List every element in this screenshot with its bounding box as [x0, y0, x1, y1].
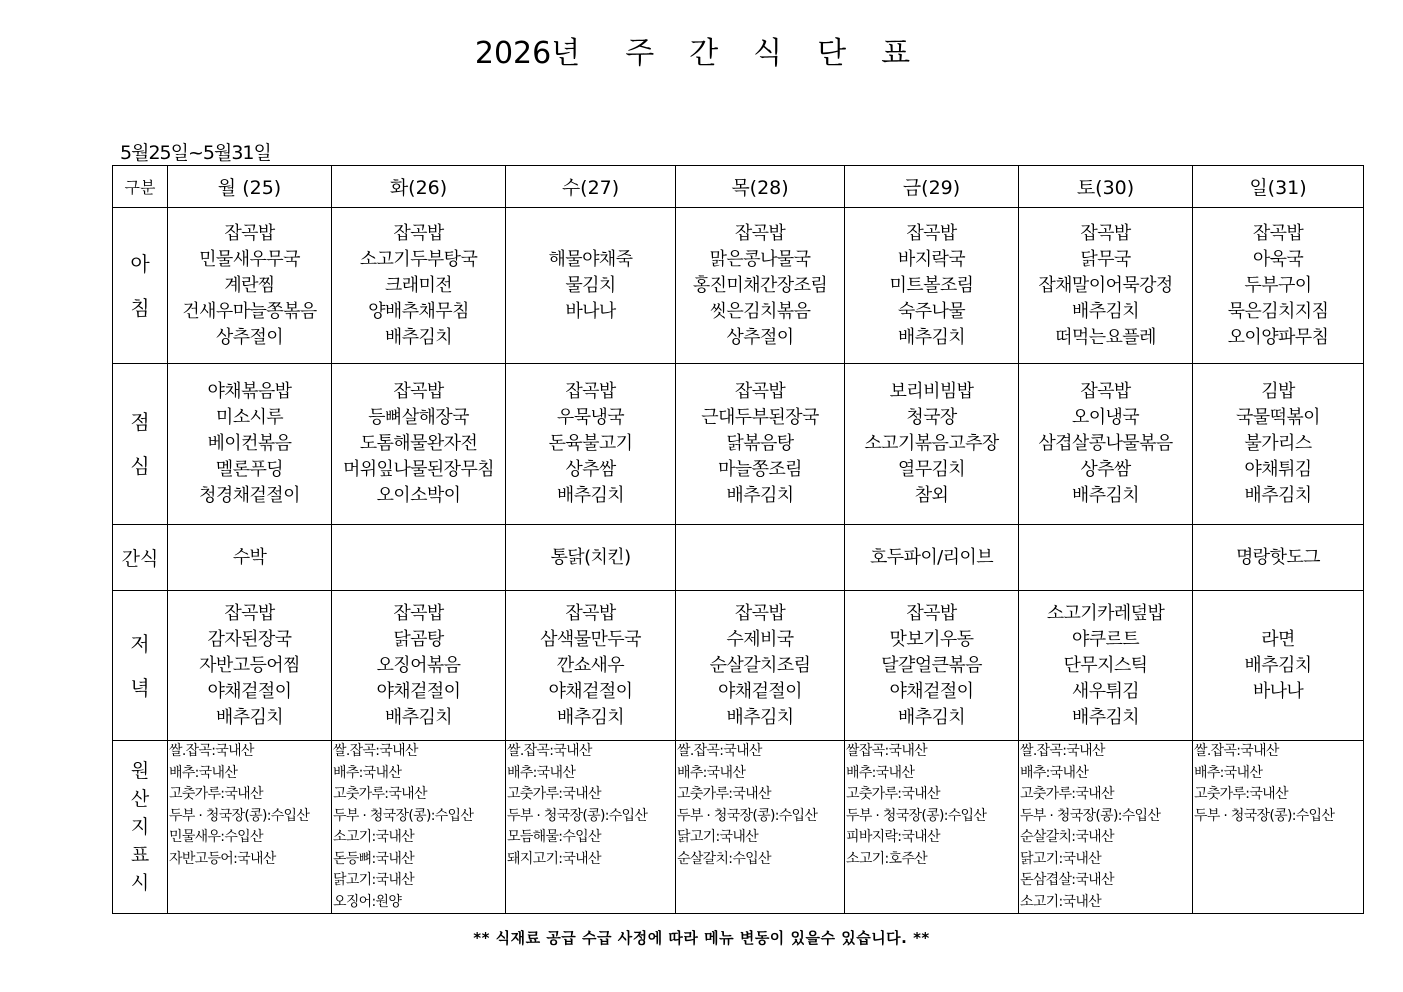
menu-item: 열무김치 [897, 459, 966, 480]
origin-item: 자반고등어:국내산 [169, 850, 276, 867]
menu-item: 물김치 [565, 274, 616, 296]
menu-item: 청국장 [906, 407, 957, 428]
origin-item: 돈등뼈:국내산 [333, 850, 414, 867]
origin-item: 고춧가루:국내산 [333, 786, 427, 802]
origin-item: 소고기:호주산 [846, 850, 927, 867]
menu-item: 잡곡밥 [565, 602, 616, 624]
breakfast-cell-sun [1193, 208, 1364, 364]
title-char: 단 [817, 36, 848, 71]
menu-item: 국물떡볶이 [1236, 407, 1320, 428]
menu-item: 잡곡밥 [1080, 222, 1131, 244]
menu-item: 우묵냉국 [556, 407, 625, 428]
menu-item: 오이소박이 [376, 485, 461, 506]
menu-item: 소고기볶음고추장 [864, 433, 999, 454]
origin-item: 닭고기:국내산 [677, 829, 758, 845]
menu-item: 아욱국 [1252, 248, 1304, 270]
menu-item: 잡채말이어묵강정 [1038, 274, 1173, 296]
menu-item: 김밥 [1261, 381, 1295, 402]
menu-item: 해물야채죽 [548, 248, 633, 270]
page-title [0, 28, 1403, 72]
title-year: 2026년 [474, 36, 581, 71]
origin-item: 피바지락:국내산 [846, 829, 940, 845]
origin-item: 고춧가루:국내산 [1194, 786, 1288, 802]
menu-item: 미소시루 [215, 407, 284, 428]
menu-item: 오이냉국 [1071, 407, 1140, 428]
date-range: 5월25일~5월31일 [120, 142, 271, 164]
menu-item: 베이컨볶음 [207, 433, 292, 454]
header-day-thu: 목(28) [676, 166, 845, 208]
menu-item: 보리비빔밥 [889, 381, 974, 402]
title-char: 표 [881, 36, 912, 71]
origin-item: 닭고기:국내산 [1020, 850, 1101, 867]
origin-item: 배추:국내산 [677, 764, 746, 781]
dinner-cell-wed [506, 591, 676, 741]
menu-item: 배추김치 [1071, 300, 1140, 322]
weekly-menu-table [112, 165, 1364, 914]
menu-item: 마늘쫑조림 [718, 459, 802, 480]
menu-item: 배추김치 [897, 706, 966, 728]
menu-item: 잡곡밥 [224, 602, 275, 624]
menu-item: 삼겹살콩나물볶음 [1038, 433, 1173, 454]
menu-item: 배추김치 [556, 706, 625, 728]
header-day-fri: 금(29) [845, 166, 1019, 208]
snack-cell-sat [1019, 525, 1193, 591]
title-char: 간 [689, 36, 720, 71]
menu-item: 잡곡밥 [906, 602, 957, 624]
menu-item: 묵은김치지짐 [1227, 300, 1329, 322]
origin-cell-mon [168, 741, 332, 914]
origin-item: 쌀잡곡:국내산 [846, 743, 927, 759]
snack-row [113, 525, 1364, 591]
origin-row [113, 741, 1364, 914]
breakfast-cell-fri [845, 208, 1019, 364]
menu-item: 야쿠르트 [1071, 628, 1140, 650]
origin-item: 두부 · 청국장(콩):수입산 [169, 807, 310, 824]
lunch-cell-mon [168, 364, 332, 525]
menu-item: 두부구이 [1244, 274, 1312, 296]
dinner-label: 저 녁 [113, 591, 168, 741]
header-day-wed: 수(27) [506, 166, 676, 208]
breakfast-cell-wed [506, 208, 676, 364]
snack-cell-mon: 수박 [168, 525, 332, 591]
menu-item: 잡곡밥 [734, 222, 786, 244]
snack-cell-thu [676, 525, 845, 591]
origin-cell-fri [845, 741, 1019, 914]
lunch-cell-sun [1193, 364, 1364, 525]
origin-cell-sat [1019, 741, 1193, 914]
origin-item: 닭고기:국내산 [333, 872, 414, 888]
menu-item: 닭무국 [1080, 248, 1131, 270]
lunch-cell-sat [1019, 364, 1193, 525]
snack-cell-wed: 통닭(치킨) [506, 525, 676, 591]
menu-item: 새우튀김 [1071, 680, 1140, 702]
lunch-label: 점 심 [113, 364, 168, 525]
origin-item: 순살갈치:수입산 [677, 850, 771, 867]
menu-item: 바나나 [1252, 680, 1304, 702]
menu-item: 오이양파무침 [1227, 326, 1329, 348]
dinner-cell-mon [168, 591, 332, 741]
breakfast-row [113, 208, 1364, 364]
menu-item: 깐쇼새우 [556, 654, 625, 676]
menu-item: 라면 [1261, 628, 1295, 650]
header-category: 구분 [113, 166, 168, 208]
menu-item: 홍진미채간장조림 [692, 274, 828, 296]
origin-item: 고춧가루:국내산 [507, 786, 601, 802]
menu-item: 단무지스틱 [1063, 654, 1148, 676]
menu-item: 머위잎나물된장무침 [342, 459, 495, 480]
menu-item: 맛보기우동 [889, 628, 974, 650]
menu-item: 닭볶음탕 [726, 433, 794, 454]
dinner-cell-sun [1193, 591, 1364, 741]
menu-item: 잡곡밥 [393, 222, 444, 244]
snack-label: 간식 [113, 525, 168, 591]
origin-item: 쌀.잡곡:국내산 [507, 743, 592, 759]
snack-cell-fri: 호두파이/리이브 [845, 525, 1019, 591]
header-day-tue: 화(26) [332, 166, 506, 208]
dinner-row [113, 591, 1364, 741]
menu-item: 숙주나물 [897, 300, 966, 322]
breakfast-cell-tue [332, 208, 506, 364]
menu-item: 배추김치 [1071, 706, 1140, 728]
menu-item: 바나나 [565, 300, 616, 322]
menu-item: 상추절이 [726, 326, 794, 348]
menu-item: 크래미전 [384, 274, 453, 296]
menu-item: 멜론푸딩 [215, 459, 284, 480]
menu-item: 참외 [914, 485, 949, 506]
lunch-cell-thu [676, 364, 845, 525]
menu-item: 상추쌈 [1080, 459, 1131, 480]
origin-item: 쌀.잡곡:국내산 [1194, 743, 1279, 759]
menu-item: 잡곡밥 [1080, 381, 1131, 402]
breakfast-cell-thu [676, 208, 845, 364]
menu-item: 계란찜 [224, 274, 275, 296]
origin-cell-wed [506, 741, 676, 914]
origin-cell-sun [1193, 741, 1364, 914]
origin-label: 원 산 지 표 시 [113, 741, 168, 914]
origin-cell-tue [332, 741, 506, 914]
origin-item: 두부 · 청국장(콩):수입산 [1194, 807, 1335, 824]
menu-item: 잡곡밥 [906, 222, 957, 244]
menu-item: 양배추채무침 [368, 300, 469, 322]
menu-item: 떠먹는요플레 [1055, 326, 1156, 348]
menu-item: 잡곡밥 [565, 381, 616, 402]
menu-item: 야채겉절이 [376, 680, 461, 702]
origin-item: 고춧가루:국내산 [846, 786, 940, 802]
menu-item: 배추김치 [384, 706, 453, 728]
menu-item: 순살갈치조림 [709, 654, 811, 676]
menu-item: 닭곰탕 [393, 628, 444, 650]
origin-item: 배추:국내산 [333, 764, 402, 781]
origin-item: 배추:국내산 [507, 764, 576, 781]
origin-item: 돈삼겹살:국내산 [1020, 872, 1114, 888]
menu-item: 배추김치 [556, 485, 625, 506]
snack-cell-sun: 명랑핫도그 [1193, 525, 1364, 591]
menu-item: 배추김치 [215, 706, 284, 728]
menu-item: 잡곡밥 [734, 602, 786, 624]
menu-item: 야채겉절이 [207, 680, 292, 702]
menu-item: 잡곡밥 [393, 381, 444, 402]
origin-item: 소고기:국내산 [333, 829, 414, 845]
menu-item: 소고기두부탕국 [359, 248, 478, 270]
origin-item: 쌀.잡곡:국내산 [169, 743, 254, 759]
menu-item: 야채겉절이 [548, 680, 633, 702]
origin-item: 두부 · 청국장(콩):수입산 [1020, 807, 1161, 824]
menu-item: 등뼈살해장국 [368, 407, 469, 428]
menu-item: 배추김치 [1244, 654, 1312, 676]
origin-item: 쌀.잡곡:국내산 [333, 743, 418, 759]
dinner-cell-sat [1019, 591, 1193, 741]
dinner-cell-tue [332, 591, 506, 741]
menu-item: 수제비국 [726, 628, 794, 650]
menu-item: 야채튀김 [1244, 459, 1312, 480]
menu-item: 배추김치 [1071, 485, 1140, 506]
title-char: 주 [625, 36, 656, 71]
origin-cell-thu [676, 741, 845, 914]
snack-cell-tue [332, 525, 506, 591]
menu-item: 야채겉절이 [718, 680, 802, 702]
lunch-cell-tue [332, 364, 506, 525]
origin-item: 오징어:원양 [333, 893, 402, 910]
origin-item: 두부 · 청국장(콩):수입산 [677, 807, 818, 824]
origin-item: 고춧가루:국내산 [1020, 786, 1114, 802]
menu-item: 맑은콩나물국 [709, 248, 811, 270]
origin-item: 모듬해물:수입산 [507, 829, 601, 845]
menu-item: 잡곡밥 [1252, 222, 1304, 244]
menu-item: 근대두부된장국 [701, 407, 819, 428]
menu-item: 잡곡밥 [224, 222, 275, 244]
menu-item: 건새우마늘쫑볶음 [182, 300, 317, 322]
breakfast-cell-sat [1019, 208, 1193, 364]
menu-item: 야채겉절이 [889, 680, 974, 702]
header-row [113, 166, 1364, 208]
breakfast-cell-mon [168, 208, 332, 364]
origin-item: 배추:국내산 [846, 764, 915, 781]
breakfast-label: 아 침 [113, 208, 168, 364]
dinner-cell-fri [845, 591, 1019, 741]
origin-item: 쌀.잡곡:국내산 [677, 743, 762, 759]
origin-item: 순살갈치:국내산 [1020, 829, 1114, 845]
header-day-sat: 토(30) [1019, 166, 1193, 208]
header-day-mon: 월 (25) [168, 166, 332, 208]
origin-item: 배추:국내산 [1194, 764, 1263, 781]
menu-item: 불가리스 [1244, 433, 1312, 454]
menu-item: 오징어볶음 [376, 654, 461, 676]
footer-note: ** 식재료 공급 수급 사정에 따라 메뉴 변동이 있을수 있습니다. ** [473, 929, 930, 947]
dinner-cell-thu [676, 591, 845, 741]
title-char: 식 [753, 36, 784, 71]
menu-item: 배추김치 [384, 326, 453, 348]
menu-item: 바지락국 [897, 248, 966, 270]
origin-item: 두부 · 청국장(콩):수입산 [507, 807, 648, 824]
menu-item: 씻은김치볶음 [709, 300, 811, 322]
menu-item: 삼색물만두국 [540, 628, 641, 650]
menu-item: 배추김치 [1244, 485, 1312, 506]
menu-item: 상추쌈 [565, 459, 616, 480]
lunch-cell-fri [845, 364, 1019, 525]
origin-item: 돼지고기:국내산 [507, 850, 601, 867]
menu-item: 도톰해물완자전 [359, 433, 478, 454]
header-day-sun: 일(31) [1193, 166, 1364, 208]
lunch-row [113, 364, 1364, 525]
lunch-cell-wed [506, 364, 676, 525]
origin-item: 두부 · 청국장(콩):수입산 [333, 807, 474, 824]
menu-item: 돈육불고기 [548, 433, 633, 454]
menu-item: 배추김치 [726, 485, 794, 506]
menu-item: 배추김치 [897, 326, 966, 348]
menu-item: 민물새우무국 [199, 248, 300, 270]
origin-item: 고춧가루:국내산 [169, 786, 263, 802]
menu-item: 소고기카레덮밥 [1046, 602, 1165, 624]
menu-item: 청경채겉절이 [199, 485, 300, 506]
origin-item: 민물새우:수입산 [169, 829, 263, 845]
menu-item: 잡곡밥 [393, 602, 444, 624]
menu-item: 감자된장국 [207, 628, 292, 650]
menu-item: 상추절이 [215, 326, 284, 348]
menu-item: 야채볶음밥 [207, 381, 292, 402]
menu-item: 자반고등어찜 [199, 654, 300, 676]
menu-item: 미트볼조림 [889, 274, 974, 296]
origin-item: 소고기:국내산 [1020, 893, 1101, 910]
menu-item: 달걀얼큰볶음 [881, 654, 982, 676]
menu-item: 배추김치 [726, 706, 794, 728]
menu-item: 잡곡밥 [734, 381, 786, 402]
origin-item: 쌀.잡곡:국내산 [1020, 743, 1105, 759]
origin-item: 고춧가루:국내산 [677, 786, 771, 802]
origin-item: 두부 · 청국장(콩):수입산 [846, 807, 987, 824]
origin-item: 배추:국내산 [169, 764, 238, 781]
origin-item: 배추:국내산 [1020, 764, 1089, 781]
